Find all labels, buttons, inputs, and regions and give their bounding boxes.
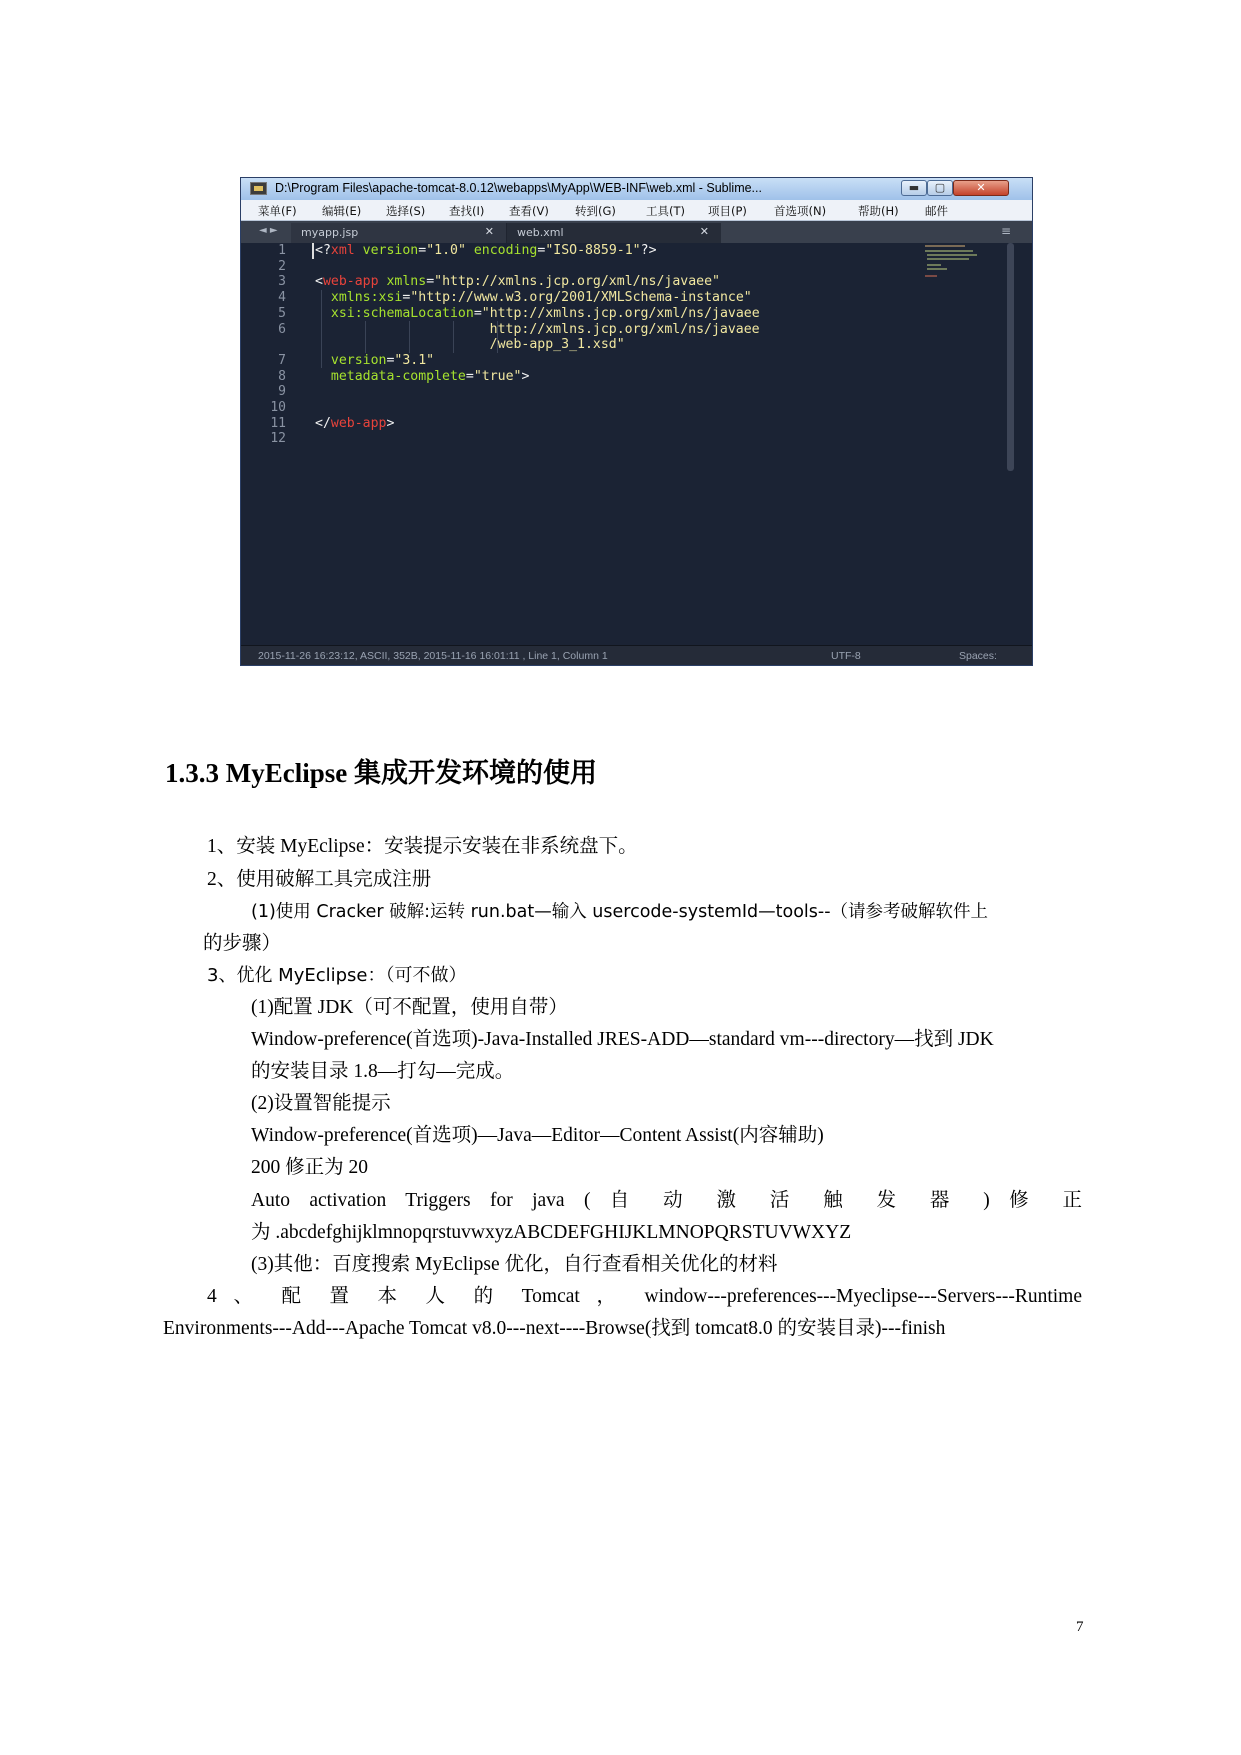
line-number: 8 xyxy=(278,368,286,384)
menu-item-file[interactable]: 菜单(F) xyxy=(258,204,297,218)
code-line-11: </web-app> xyxy=(315,415,395,431)
section-heading: 1.3.3 MyEclipse 集成开发环境的使用 xyxy=(165,758,597,788)
text-cursor xyxy=(312,243,314,259)
paragraph-tomcat: 4 、 配 置 本 人 的 Tomcat ， window---preferences---Myeclipse---Servers---Runtime xyxy=(207,1286,1082,1307)
sublime-app-icon xyxy=(250,182,267,195)
menu-item-help[interactable]: 帮助(H) xyxy=(858,204,899,218)
code-editor[interactable] xyxy=(241,243,1032,645)
code-line-6: http://xmlns.jcp.org/xml/ns/javaee xyxy=(315,321,760,337)
close-button[interactable]: ✕ xyxy=(953,180,1009,196)
line-number: 6 xyxy=(278,321,286,337)
paragraph-jdk-path: Window-preference(首选项)-Java-Installed JRES-ADD—standard vm---directory—找到 JDK xyxy=(251,1029,994,1050)
tab-close-icon[interactable]: ✕ xyxy=(699,225,709,238)
menu-item-preferences[interactable]: 首选项(N) xyxy=(774,204,827,218)
line-number: 5 xyxy=(278,305,286,321)
menu-item-selection[interactable]: 选择(S) xyxy=(386,204,426,218)
code-line-5: xsi:schemaLocation="http://xmlns.jcp.org/xml/ns/javaee xyxy=(330,305,760,321)
window-title: D:\Program Files\apache-tomcat-8.0.12\webapps\MyApp\WEB-INF\web.xml - Sublime... xyxy=(275,181,762,195)
paragraph-assist-path: Window-preference(首选项)—Java—Editor—Content Assist(内容辅助) xyxy=(251,1125,824,1146)
paragraph-jdk: (1)配置 JDK（可不配置，使用自带） xyxy=(251,997,568,1018)
tab-label: myapp.jsp xyxy=(301,226,359,239)
tab-menu-icon[interactable]: ≡ xyxy=(1001,224,1012,238)
line-number: 10 xyxy=(270,400,286,415)
code-line-1: <?xml version="1.0" encoding="ISO-8859-1"?> xyxy=(315,243,657,258)
status-file-info: 2015-11-26 16:23:12, ASCII, 352B, 2015-11-16 16:01:11 , Line 1, Column 1 xyxy=(258,650,608,662)
paragraph-crack: 2、使用破解工具完成注册 xyxy=(207,869,432,890)
minimap[interactable] xyxy=(921,243,983,283)
line-number: 3 xyxy=(278,274,286,290)
code-line-8: metadata-complete="true"> xyxy=(330,368,530,384)
tab-myapp-jsp[interactable] xyxy=(291,223,506,243)
tab-close-icon[interactable]: ✕ xyxy=(484,225,494,238)
paragraph-assist: (2)设置智能提示 xyxy=(251,1093,391,1114)
tab-bar xyxy=(241,221,1032,243)
status-indentation[interactable]: Spaces: xyxy=(959,650,997,662)
scrollbar[interactable] xyxy=(1007,243,1014,471)
line-number: 7 xyxy=(278,352,286,368)
line-number: 1 xyxy=(278,243,286,258)
paragraph-jdk-path-cont: 的安装目录 1.8—打勾—完成。 xyxy=(251,1061,515,1082)
line-number: 2 xyxy=(278,258,286,274)
paragraph-triggers: Auto activation Triggers for java ( 自 动 激 活 触 发 器 ) 修 正 xyxy=(251,1190,1082,1211)
line-number: 9 xyxy=(278,384,286,400)
maximize-button[interactable]: ▢ xyxy=(927,180,953,196)
paragraph-crack-step: (1)使用 Cracker 破解:运转 run.bat—输入 usercode-systemId—tools--（请参考破解软件上 xyxy=(251,902,989,922)
status-encoding[interactable]: UTF-8 xyxy=(831,650,861,662)
code-line-3: <web-app xmlns="http://xmlns.jcp.org/xml/ns/javaee" xyxy=(315,274,720,290)
tab-label: web.xml xyxy=(517,226,564,239)
tab-web-xml[interactable] xyxy=(506,223,721,243)
menu-item-view[interactable]: 查看(V) xyxy=(509,204,549,218)
paragraph-optimize: 3、优化 MyEclipse：（可不做） xyxy=(207,965,467,986)
menu-item-project[interactable]: 项目(P) xyxy=(708,204,747,218)
code-line-7: version="3.1" xyxy=(330,352,435,368)
line-number: 12 xyxy=(270,431,286,447)
line-number: 11 xyxy=(270,415,286,431)
paragraph-tomcat-cont: Environments---Add---Apache Tomcat v8.0---next----Browse(找到 tomcat8.0 的安装目录)---finish xyxy=(163,1318,946,1339)
paragraph-other: (3)其他：百度搜索 MyEclipse 优化，自行查看相关优化的材料 xyxy=(251,1254,778,1275)
code-line-4: xmlns:xsi="http://www.w3.org/2001/XMLSchema-instance" xyxy=(330,290,752,306)
editor-screenshot xyxy=(240,177,1033,666)
menu-item-goto[interactable]: 转到(G) xyxy=(575,204,616,218)
minimize-button[interactable]: ▬ xyxy=(901,180,927,196)
paragraph-delay: 200 修正为 20 xyxy=(251,1157,369,1178)
menu-item-tools[interactable]: 工具(T) xyxy=(646,204,685,218)
line-number-gutter xyxy=(241,243,293,645)
menu-item-mail[interactable]: 邮件 xyxy=(925,204,948,218)
menu-item-find[interactable]: 查找(I) xyxy=(449,204,485,218)
menu-bar xyxy=(241,200,1032,221)
menu-item-edit[interactable]: 编辑(E) xyxy=(322,204,362,218)
paragraph-triggers-cont: 为 .abcdefghijklmnopqrstuvwxyzABCDEFGHIJKLMNOPQRSTUVWXYZ xyxy=(251,1222,852,1243)
paragraph-crack-step-cont: 的步骤） xyxy=(203,933,282,954)
tab-nav-arrows-icon[interactable]: ◄ ► xyxy=(259,225,278,236)
code-line-6-wrap: /web-app_3_1.xsd" xyxy=(315,337,625,353)
page-number: 7 xyxy=(1076,1619,1084,1635)
title-bar xyxy=(241,178,1032,200)
line-number: 4 xyxy=(278,290,286,306)
paragraph-install: 1、安装 MyEclipse：安装提示安装在非系统盘下。 xyxy=(207,836,638,857)
status-bar xyxy=(241,645,1032,666)
